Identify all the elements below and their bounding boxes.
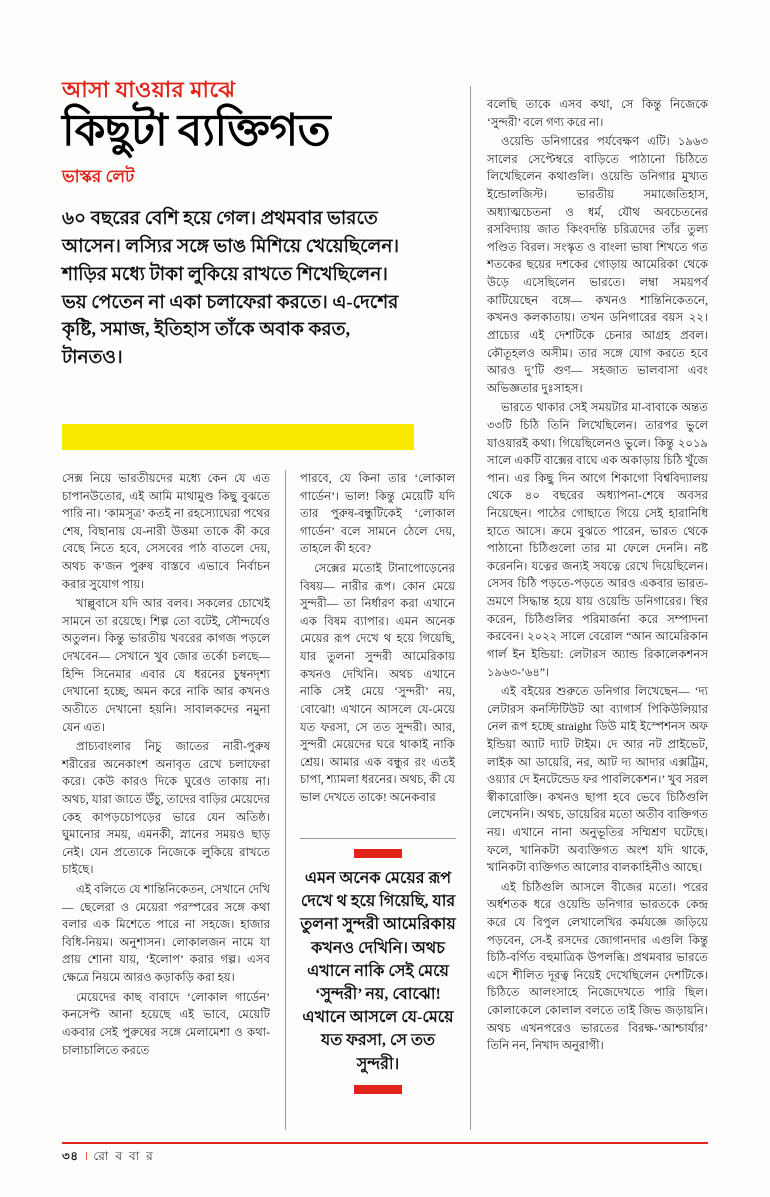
page-title: কিছুটা ব্যক্তিগত	[62, 106, 331, 156]
page-number: ৩৪	[62, 1149, 79, 1163]
paragraph: বলেছি তাকে এসব কথা, সে কিন্তু নিজেকে ‘সুন্দরী’ বলে গণ্য করে না।	[487, 98, 708, 129]
paragraph: পারবে, যে কিনা তার ‘লোকাল গার্ডেন’। ভাল! কিন্তু মেয়েটি যদি তার পুরুষ-বন্ধুটিকেই ‘লোকাল গার্ডেন’ বলে সামনে ঠেলে দেয়, তাহলে কী হবে?	[300, 472, 455, 556]
footer-divider	[62, 1142, 708, 1144]
paragraph: ওয়েন্ডি ডনিগারের পর্যবেক্ষণ এটি। ১৯৬৩ সালের সেপ্টেম্বরে বাড়িতে পাঠানো চিঠিতে লিখেছিলেন কথাগুলি। ওয়েন্ডি ডনিগার মুখ্যত ইন্ডোলজিস্ট। ভারতীয় সমাজেতিহাস, অধ্যাত্মচেতনা ও ধর্ম, যৌথ অবচেতনের রসবিদ্যায় জাত কিংবদন্তি চরিত্রদের তাঁর তুল্য পণ্ডিত বিরল। সংস্কৃত ও বাংলা ভাষা শিখতে গত শতকের ছয়ের দশকের গোড়ায় আমেরিকা থেকে উড়ে এসেছিলেন ভারতে। লম্বা সময়পর্ব কাটিয়েছেন বঙ্গে— কখনও শান্তিনিকেতনে, কখনও কলকাতায়। তখন ডনিগারের বয়স ২২। প্রাচ্যের এই দেশটিকে চেনার আগ্রহ প্রবল। কৌতূহলও অসীম। তার সঙ্গে যোগ করতে হবে আরও দু’টি গুণ— সহজাত ভালবাসা এবং অভিজ্ঞতার দুঃসাহস।	[487, 135, 708, 395]
paragraph: সেক্সের মতোই টানাপোড়েনের বিষয়— নারীর রূপ। কোন মেয়ে সুন্দরী— তা নির্ধারণ করা এখানে এক বিষম ব্যাপার। এমন অনেক মেয়ের রূপ দেখে থ হয়ে গিয়েছি, যার তুলনা সুন্দরী আমেরিকায় কখনও দেখিনি। অথচ এখানে নাকি সেই মেয়ে ‘সুন্দরী’ নয়, বোঝো! এখানে আসলে যে-মেয়ে যত ফরসা, সে তত সুন্দরী। আর, সুন্দরী মেয়েদের ঘরে থাকাই নাকি শ্রেয়। আমার এক বন্ধুর রং এতই চাপা, শ্যামলা ধরনের। অথচ, কী যে ভাল দেখতে তাকে! অনেকবার	[300, 562, 455, 804]
paragraph: এই বলিতে যে শান্তিনিকেতন, সেখানে দেখি— ছেলেরা ও মেয়েরা পরস্পরের সঙ্গে কথা বলার এক মিশেতে পারে না সহজে। হাজার বিধি-নিয়ম। অনুশাসন। লোকালজন নামে যা প্রায় শোনা যায়, ‘ইলোপ’ করার গল্প। এসব ক্ষেত্রে নিয়মে আরও কড়াকড়ি করা হয়।	[62, 883, 270, 985]
body-column-left	[62, 470, 270, 1061]
quote-mark-top-icon	[354, 849, 402, 858]
paragraph: এই চিঠিগুলি আসলে বীজের মতো। পরের অর্ধশতক ধরে ওয়েন্ডি ডনিগার ভারতকে কেন্দ্র করে যে বিপুল লেখালেখির কর্মযজ্ঞে জড়িয়ে পড়বেন, সে-ই রসদের জোগানদার এগুলি কিন্তু চিঠি-বর্ণিত বহুমাত্রিক উপলব্ধি। প্রথমবার ভারতে এসে শীলিত দূরত্ব নিয়েই দেখেছিলেন দেশটিকে। চিঠিতে আলংসাহে নিজেদেখতে পারি ছিল। কোলাকেলে কোলাল বলতে তাই জিভ জড়ায়নি। অথচ এখনপরেও ভারতের বিরক্ষ-‘আশ্চার্যার’ তিনি নন, নিখাদ অনুরাগী।	[487, 880, 708, 1053]
paragraph: মেয়েদের কাছ বাবাদে ‘লোকাল গার্ডেন’ কনসেপ্ট আনা হয়েছে এই ভাবে, মেয়েটি একবার সেই পুরুষের সঙ্গে মেলামেশা ও কথা-চালাচালিতে করতে	[62, 990, 270, 1057]
body-column-right	[487, 96, 708, 1057]
article-header	[62, 78, 402, 373]
paragraph: এই বইয়ের শুরুতে ডনিগার লিখেছেন— ‘দ্য লেটারস কনস্টিটিউট আ ব্যাগার্স পিকিউলিয়ার নেল রূপ হচ্ছে straight ডিউ মাই ইস্পেশনস অফ ইন্ডিয়া অ্যাট দ্যাট টাইম। দে আর নট প্রাইভেট, লাইক আ ডায়েরি, নর, আট দ্য আদার এক্সট্রিম, ওয়্যার দে ইনটেন্ডেড ফর পাবলিকেশন।’ খুব সরল স্বীকারোক্তি। কখনও ছাপা হবে ভেবে চিঠিগুলি লেখেননি। অথচ, ডায়েরির মতো অতীব ব্যক্তিগত নয়। এখানে নানা অনুভূতির সম্মিশ্রণ ঘটেছে। ফলে, খানিকটা অব্যক্তিগত অংশ যদি থাকে, খানিকটা ব্যক্তিগত আলোর বালকাহিনীও আছে।	[487, 685, 708, 875]
column-divider-right	[470, 86, 471, 1130]
paragraph: প্রাচ্যবাংলার নিচু জাতের নারী-পুরুষ শরীরের অনেকাংশ অনাবৃত রেখে চলাফেরা করে। কেউ কারও দিকে ঘুরেও তাকায় না। অথচ, যারা জাতে উঁচু, তাদের বাড়ির মেয়েদের কেহ কাপড়চোপড়ের ভারে যেন অতিষ্ঠ। ঘুমানোর সময়, এমনকী, স্নানের সময়ও ছাড় নেই। যেন প্রত্যেকে নিজেকে লুকিয়ে রাখতে চাইছে।	[62, 740, 270, 877]
footer-separator: ।	[83, 1149, 89, 1163]
paragraph: খাল্লুবাসে যদি আর বলব। সকলের চোখেই সামনে তা রয়েছে। শিল্প তো বটেই, সৌন্দর্যেও অতুলন। কিন্তু ভারতীয় খবরের কাগজ পড়লে দেখবেন— সেখানে খুব জোর তর্কো চলছে— হিন্দি সিনেমার এবার যে ধরনের চুম্বনদৃশ্য দেখানো হচ্ছে, অমন করে নাকি আর কখনও অতীতে দেখানো হয়নি। সাবালকদের নমুনা যেন এত।	[62, 597, 270, 734]
article-kicker: আসা যাওয়ার মাঝে	[62, 77, 236, 102]
quote-mark-bottom-icon	[354, 1085, 402, 1094]
pull-quote-text: এমন অনেক মেয়ের রূপ দেখে থ হয়ে গিয়েছি, যার তুলনা সুন্দরী আমেরিকায় কখনও দেখিনি। অথচ এখানে নাকি সেই মেয়ে ‘সুন্দরী’ নয়, বোঝো! এখানে আসলে যে-মেয়ে যত ফরসা, সে তত সুন্দরী।	[300, 870, 456, 1073]
pull-quote	[300, 838, 456, 1094]
masthead-label: রো ব বা র	[93, 1149, 155, 1163]
paragraph: সেক্স নিয়ে ভারতীয়দের মধ্যে কেন যে এত চাপানউতোর, এই আমি মাথামুণ্ড কিছু বুঝতে পারি না। ‘কামসূত্র’ কতই না রহস্যোঘেরা পথের শেষ, বিছানায় যে-নারী উত্তমা তাকে কী করে বেছে নিতে হবে, সেসবের পাঠ বাতলে দেয়, অথচ ক’জন পুরুষ বাস্তবে এভাবে নির্বাচন করার সুযোগ পায়।	[62, 472, 270, 591]
article-byline: ভাস্কর লেট	[62, 167, 135, 187]
highlight-bar	[62, 424, 414, 450]
page-footer	[62, 1148, 155, 1168]
paragraph: ভারতে থাকার সেই সময়টার মা-বাবাকে অন্তত ৩৩টি চিঠি তিনি লিখেছিলেন। তারপর ভুলে যাওয়ারই কথা। গিয়েছিলেনও ভুলে। কিন্তু ২০১৯ সালে একটি বাক্সের বাঘে এক অকাড়ায় চিঠি খুঁজে পান। এর কিছু দিন আগে শিকাগো বিশ্ববিদ্যালয় থেকে ৪০ বছরের অধ্যাপনা-শেষে অবসর নিয়েছেন। পাঠের গোছাতে গিয়ে সেই হারানিধি হাতে আসে। ক্রমে বুঝতে পারেন, ভারত থেকে পাঠানো চিঠিগুলো তার মা ফেলে দেননি। নষ্ট করেননি। যত্নের জন্যই সযত্নে রেখে দিয়েছিলেন। সেসব চিঠি পড়তে-পড়তে আরও একবার ভারত-ভ্রমণে সিদ্ধান্ত হয়ে যায় ওয়েন্ডি ডনিগারের। স্থির করেন, চিঠিগুলির পরিমার্জনা করে সম্পাদনা করবেন। ২০২২ সালে বেরোল “আন আমেরিকান গার্ল ইন ইন্ডিয়া: লেটারস অ্যান্ড রিকালেকশনস ১৯৬৩-’৬৪”।	[487, 401, 708, 679]
body-column-middle	[300, 470, 455, 809]
column-divider-left	[285, 470, 286, 1130]
article-standfirst: ৬০ বছরের বেশি হয়ে গেল। প্রথমবার ভারতে আসেন। লস্যির সঙ্গে ভাঙ মিশিয়ে খেয়েছিলেন। শাড়ির মধ্যে টাকা লুকিয়ে রাখতে শিখেছিলেন। ভয় পেতেন না একা চলাফেরা করতে। এ-দেশের কৃষ্টি, সমাজ, ইতিহাস তাঁকে অবাক করত, টানতও।	[62, 209, 399, 369]
